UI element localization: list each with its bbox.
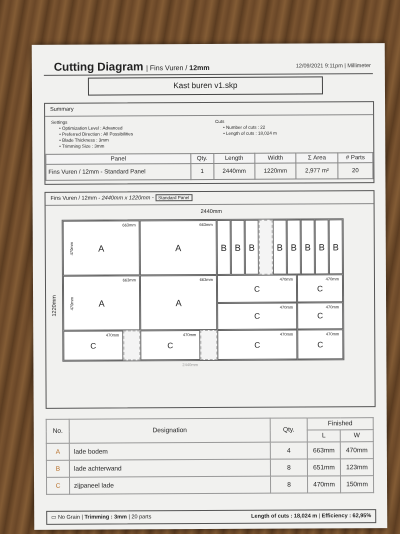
width-dimension: 1220mm	[51, 295, 58, 317]
panel-name: Fins Vuren / 12mm - Standard Panel	[46, 164, 191, 181]
part-a[interactable]: A 663mm 470mm	[63, 220, 140, 275]
summary-heading: Summary	[45, 102, 373, 117]
part-b[interactable]: B	[217, 220, 231, 275]
settings-block: Settings • Optimization Level : Advanced • Preferred Direction : All Possibilities • Blade Thickness : 3mm • Trimming Size : 3mm	[51, 119, 134, 149]
part-b[interactable]: B	[315, 219, 329, 274]
part-b[interactable]: B	[273, 220, 287, 275]
summary-box	[44, 101, 374, 185]
grain-icon: ▭	[51, 514, 57, 521]
part-c[interactable]: C 470mm	[217, 303, 297, 330]
part-c[interactable]: C 470mm	[297, 329, 343, 359]
part-c[interactable]: C 470mm	[63, 330, 123, 360]
table-row: A lade bodem 4 663mm 470mm	[46, 442, 373, 461]
part-a[interactable]: A 663mm 470mm	[63, 275, 140, 330]
part-a[interactable]: A 663mm	[140, 220, 217, 275]
panel-diagram-box	[45, 190, 376, 409]
part-b[interactable]: B	[301, 219, 315, 274]
offcut	[123, 330, 140, 360]
offcut	[200, 330, 217, 360]
offcut	[259, 220, 273, 275]
table-row: B lade achterwand 8 651mm 123mm	[46, 459, 373, 478]
part-c[interactable]: C 470mm	[140, 330, 200, 360]
part-b[interactable]: B	[329, 219, 343, 274]
length-dimension: 2440mm	[200, 208, 223, 216]
part-c[interactable]: C 470mm	[217, 275, 297, 303]
parts-legend-table: No. Designation Qty. Finished L W A lade bodem 4 663mm 470mm B lade achterwand 8 651mm 123mm C zijpaneel lade 8 470mm 150mm	[46, 417, 374, 495]
date-units: 12/09/2021 9:11pm | Millimeter	[295, 63, 371, 70]
footer-bar: ▭ No Grain | Trimming : 3mm | 20 parts Length of cuts : 18,024 m | Efficiency : 62,95%	[46, 509, 376, 525]
panel-table: Panel Qty. Length Width Σ Area # Parts Fins Vuren / 12mm - Standard Panel 1 2440mm 1220mm 2,977 m² 20	[45, 152, 373, 181]
part-c[interactable]: C 470mm	[297, 302, 343, 329]
cutting-diagram-sheet	[32, 43, 388, 530]
part-b[interactable]: B	[245, 220, 259, 275]
page-title: Cutting Diagram | Fins Vuren / 12mm	[53, 61, 210, 74]
panel-sheet	[62, 218, 345, 361]
offcut-length-label: 2440mm	[182, 362, 198, 368]
file-name: Kast buren v1.skp	[88, 76, 323, 95]
part-c[interactable]: C 470mm	[217, 330, 297, 360]
panel-diagram-heading: Fins Vuren / 12mm - 2440mm x 1220mm - Standard Panel	[46, 191, 374, 206]
cuts-block: Cuts • Number of cuts : 22 • Length of cuts : 18,024 m	[215, 118, 277, 136]
part-b[interactable]: B	[287, 220, 301, 275]
table-row: C zijpaneel lade 8 470mm 150mm	[46, 476, 373, 495]
part-b[interactable]: B	[231, 220, 245, 275]
part-a[interactable]: A 663mm	[140, 275, 217, 330]
part-c[interactable]: C 470mm	[297, 274, 343, 302]
